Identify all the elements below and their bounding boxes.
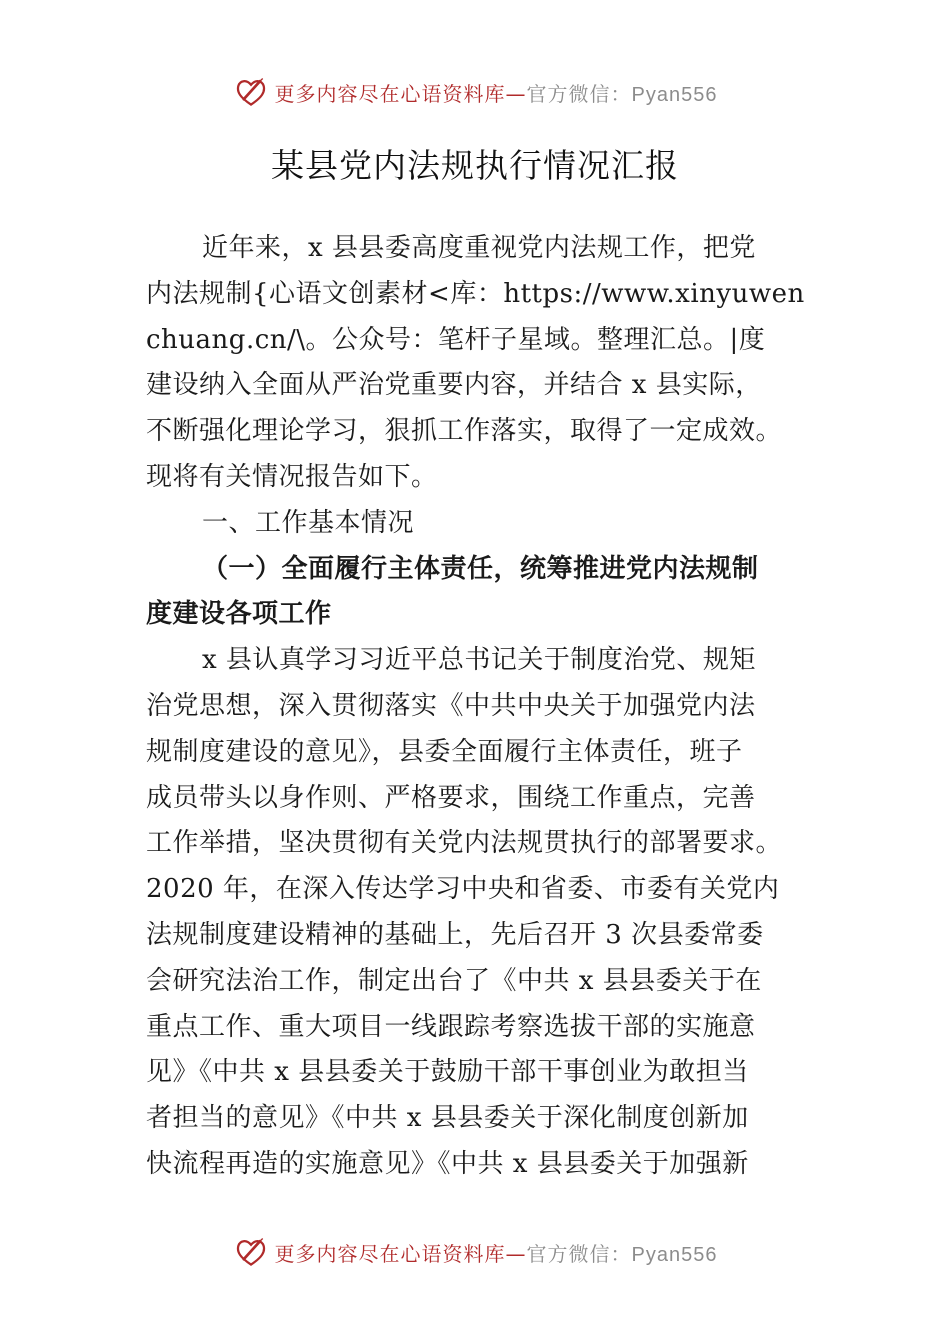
banner-text (275, 78, 718, 107)
header-banner (0, 72, 950, 112)
text-line: 见》《中共 x 县县委关于鼓励干部干事创业为敢担当 (146, 1057, 749, 1088)
text-line: 工作举措，坚决贯彻有关党内法规贯执行的部署要求。 (146, 828, 783, 859)
banner-slogan: 更多内容尽在心语资料库 (274, 81, 506, 106)
section-heading: 一、工作基本情况 (202, 507, 415, 538)
text-line: 者担当的意见》《中共 x 县县委关于深化制度创新加 (146, 1103, 749, 1134)
banner-separator: — (505, 1241, 527, 1266)
subsection-heading-cont: 度建设各项工作 (146, 599, 332, 630)
text-line: x 县认真学习习近平总书记关于制度治党、规矩 (202, 645, 756, 676)
text-line: 治党思想，深入贯彻落实《中共中央关于加强党内法 (146, 690, 756, 721)
text-line: 规制度建设的意见》，县委全面履行主体责任，班子 (146, 736, 743, 767)
banner-wechat-label: 官方微信： (526, 81, 632, 106)
banner-text (275, 1238, 718, 1267)
banner-wechat-id: Pyan556 (631, 83, 718, 106)
text-line: 成员带头以身作则、严格要求，围绕工作重点，完善 (146, 782, 756, 813)
text-line: 法规制度建设精神的基础上，先后召开 3 次县委常委 (146, 919, 764, 950)
heart-pen-logo-icon (233, 74, 269, 110)
banner-slogan: 更多内容尽在心语资料库 (274, 1241, 506, 1266)
document-body (146, 226, 836, 1188)
text-line: chuang.cn/\。公众号：笔杆子星域。整理汇总。|度 (146, 324, 766, 355)
text-line: 快流程再造的实施意见》《中共 x 县县委关于加强新 (146, 1148, 749, 1179)
text-line: 现将有关情况报告如下。 (146, 461, 438, 492)
text-line: 建设纳入全面从严治党重要内容，并结合 x 县实际， (146, 370, 762, 401)
banner-wechat-label: 官方微信： (526, 1241, 632, 1266)
text-line: 重点工作、重大项目一线跟踪考察选拔干部的实施意 (146, 1011, 756, 1042)
text-line: 2020 年，在深入传达学习中央和省委、市委有关党内 (146, 874, 780, 905)
banner-wechat-id: Pyan556 (631, 1243, 718, 1266)
text-line: 近年来，x 县县委高度重视党内法规工作，把党 (202, 233, 756, 263)
footer-banner (0, 1232, 950, 1272)
text-line: 内法规制{心语文创素材<库：https://www.xinyuwen (146, 278, 805, 309)
banner-separator: — (505, 81, 527, 106)
text-line: 不断强化理论学习，狠抓工作落实，取得了一定成效。 (146, 416, 783, 447)
document-title: 某县党内法规执行情况汇报 (271, 146, 679, 185)
text-line: 会研究法治工作，制定出台了《中共 x 县县委关于在 (146, 965, 762, 996)
subsection-heading: （一）全面履行主体责任，统筹推进党内法规制 (202, 553, 759, 584)
heart-pen-logo-icon (233, 1234, 269, 1270)
